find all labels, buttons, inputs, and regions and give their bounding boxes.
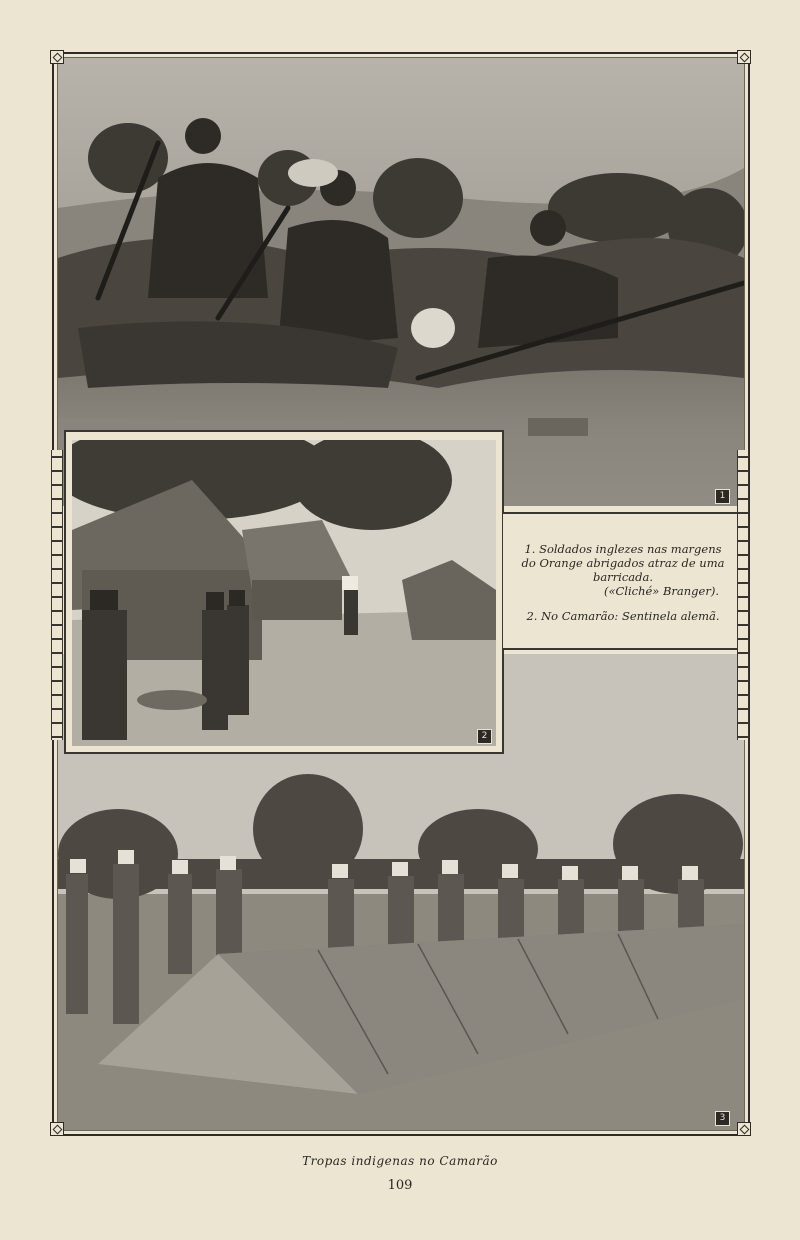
- caption-2: 2. No Camarão: Sentinela alemã.: [526, 609, 720, 623]
- left-border-ornament: [51, 450, 63, 740]
- photo-number-2: 2: [477, 729, 492, 744]
- photo-number-3: 3: [715, 1111, 730, 1126]
- corner-ornament-icon: [737, 50, 751, 64]
- corner-ornament-icon: [737, 1122, 751, 1136]
- inner-frame: [57, 57, 745, 1131]
- caption-1-line-1: 1. Soldados inglezes nas margens: [524, 542, 722, 556]
- caption-1-line-2: do Orange abrigados atraz de uma: [521, 556, 725, 570]
- page-number: 109: [387, 1178, 413, 1193]
- bottom-caption: Tropas indigenas no Camarão: [302, 1154, 498, 1168]
- caption-1-line-3: barricada.: [592, 570, 654, 584]
- right-border-ornament: [737, 450, 749, 740]
- corner-ornament-icon: [50, 1122, 64, 1136]
- corner-ornament-icon: [50, 50, 64, 64]
- photo-number-1: 1: [715, 489, 730, 504]
- caption-1-credit: («Cliché» Branger).: [603, 584, 719, 598]
